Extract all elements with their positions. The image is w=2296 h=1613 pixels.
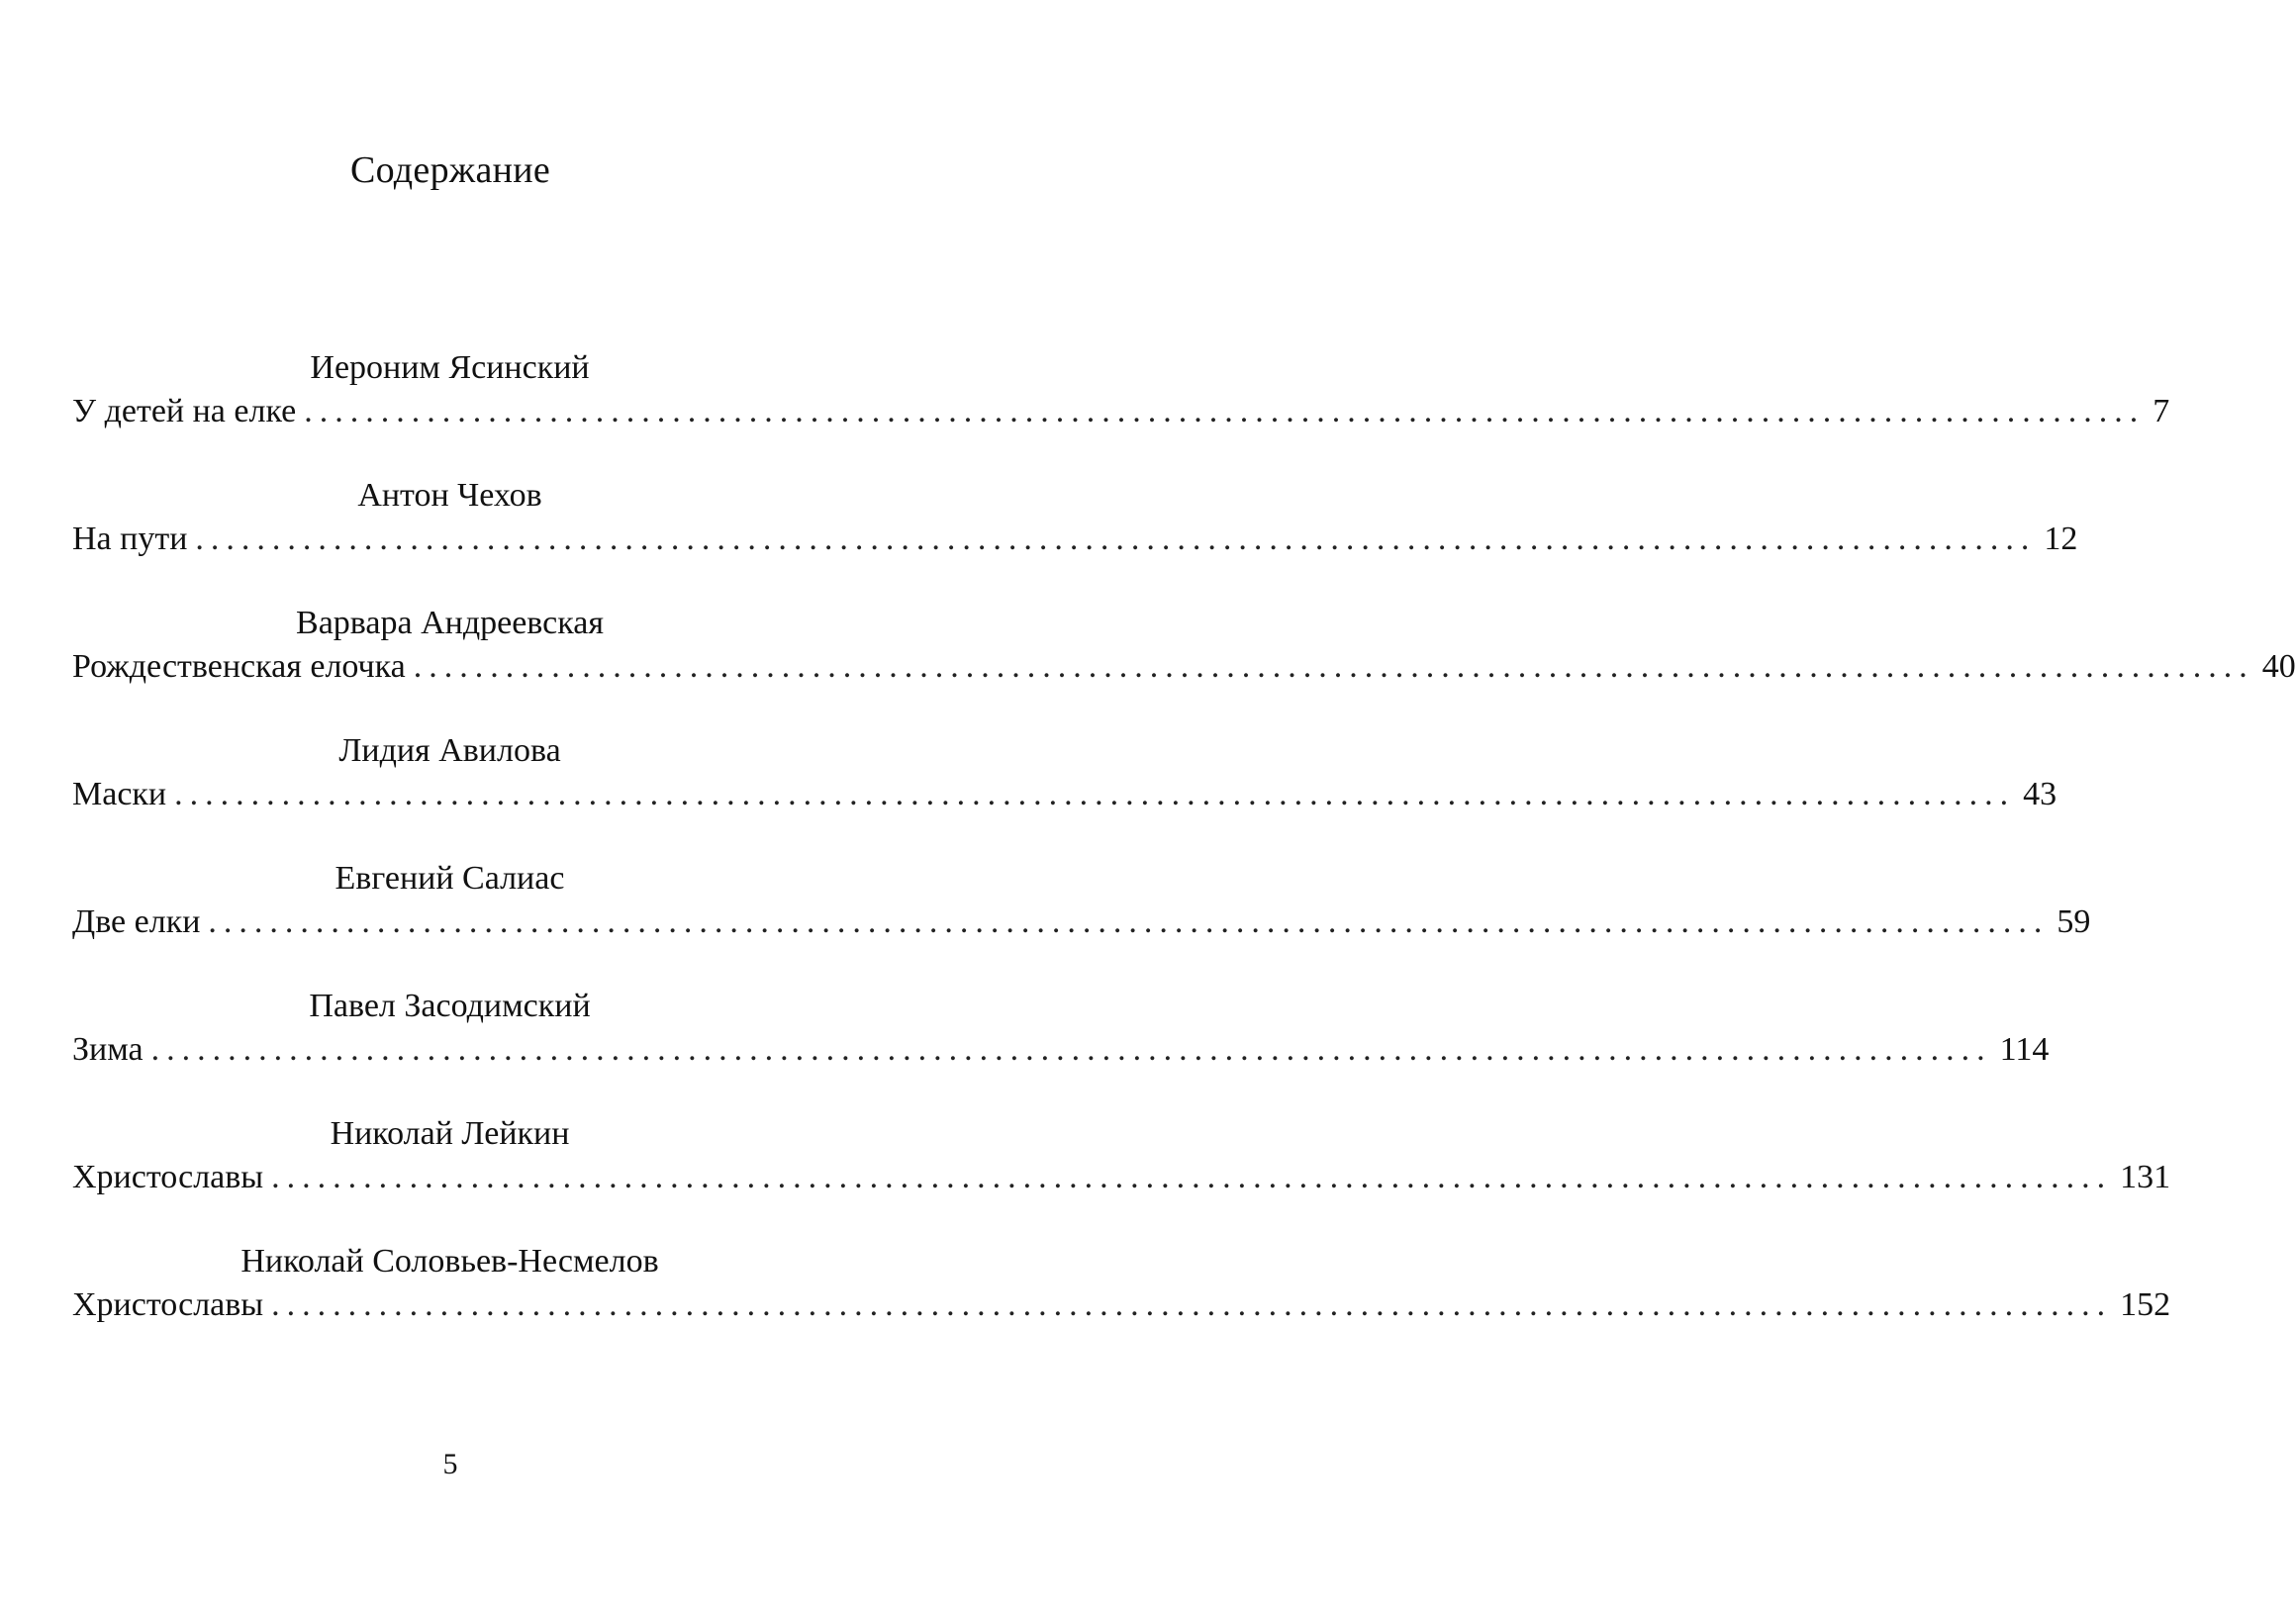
toc-line bbox=[72, 390, 2170, 433]
work-title: Маски bbox=[72, 776, 167, 812]
dot-leader: ........................................................................................................................ bbox=[150, 1031, 1992, 1068]
table-of-contents bbox=[72, 346, 2296, 1368]
work-title: Христославы bbox=[72, 1286, 264, 1323]
toc-line bbox=[72, 1028, 2050, 1072]
author-name: Николай Соловьев-Несмелов bbox=[240, 1243, 659, 1280]
toc-entry bbox=[72, 985, 2050, 1112]
toc-entry bbox=[72, 1240, 2171, 1368]
toc-entry bbox=[72, 346, 2170, 474]
toc-entry bbox=[72, 1112, 2171, 1240]
toc-line bbox=[72, 901, 2091, 944]
author-name: Варвара Андреевская bbox=[296, 605, 604, 641]
author-name: Евгений Салиас bbox=[335, 860, 565, 897]
toc-line bbox=[72, 1156, 2171, 1199]
author-name: Антон Чехов bbox=[357, 477, 542, 514]
dot-leader: ........................................................................................................................ bbox=[304, 393, 2146, 429]
work-title: Две елки bbox=[72, 903, 201, 940]
toc-line bbox=[72, 645, 2296, 689]
page-reference: 7 bbox=[2152, 393, 2170, 429]
author-name: Павел Засодимский bbox=[309, 988, 591, 1024]
toc-line bbox=[72, 1283, 2171, 1327]
page-reference: 152 bbox=[2120, 1286, 2171, 1323]
author-name: Иероним Ясинский bbox=[310, 349, 590, 386]
author-name: Лидия Авилова bbox=[338, 732, 561, 769]
toc-entry bbox=[72, 729, 2057, 857]
page-title: Содержание bbox=[349, 149, 551, 191]
toc-entry bbox=[72, 602, 2296, 729]
page-reference: 12 bbox=[2044, 521, 2078, 557]
work-title: У детей на елке bbox=[72, 393, 297, 429]
toc-entry bbox=[72, 857, 2091, 985]
dot-leader: ........................................................................................................................ bbox=[413, 648, 2254, 685]
dot-leader: ........................................................................................................................ bbox=[195, 521, 2037, 557]
page-reference: 59 bbox=[2057, 903, 2091, 940]
work-title: Рождественская елочка bbox=[72, 648, 406, 685]
work-title: Зима bbox=[72, 1031, 144, 1068]
work-title: На пути bbox=[72, 521, 188, 557]
page-reference: 131 bbox=[2120, 1159, 2171, 1195]
author-name: Николай Лейкин bbox=[330, 1115, 570, 1152]
work-title: Христославы bbox=[72, 1159, 264, 1195]
page-reference: 114 bbox=[1999, 1031, 2050, 1068]
page-reference: 40 bbox=[2261, 648, 2296, 685]
toc-line bbox=[72, 773, 2057, 816]
dot-leader: ........................................................................................................................ bbox=[271, 1159, 2113, 1195]
page-reference: 43 bbox=[2023, 776, 2057, 812]
dot-leader: ........................................................................................................................ bbox=[271, 1286, 2113, 1323]
toc-entry bbox=[72, 474, 2078, 602]
dot-leader: ........................................................................................................................ bbox=[208, 903, 2050, 940]
page-number: 5 bbox=[442, 1448, 458, 1480]
toc-line bbox=[72, 518, 2078, 561]
dot-leader: ........................................................................................................................ bbox=[174, 776, 2016, 812]
